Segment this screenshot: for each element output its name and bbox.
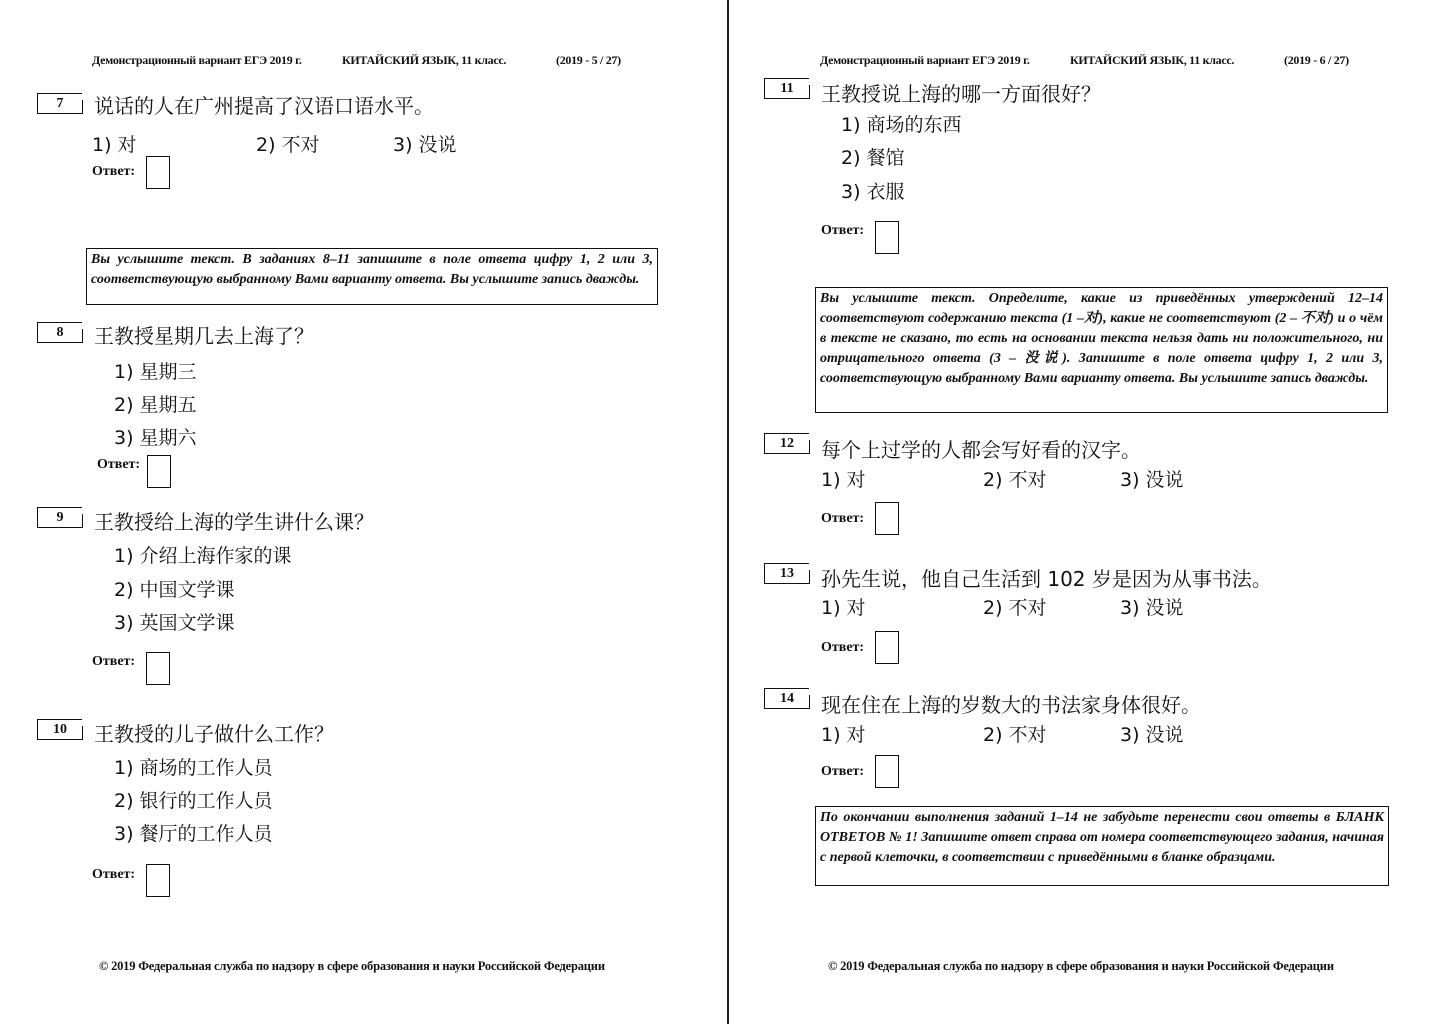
task-number-8: 8 <box>37 322 82 343</box>
q8-option-1[interactable]: 1) 星期三 <box>114 361 197 383</box>
q8-answer-box[interactable] <box>147 455 171 488</box>
q8-option-3[interactable]: 3) 星期六 <box>114 427 197 449</box>
q14-option-3[interactable]: 3) 没说 <box>1120 724 1184 746</box>
q11-answer-label: Ответ: <box>821 223 865 238</box>
task-number-14: 14 <box>764 688 809 709</box>
q14-option-1[interactable]: 1) 对 <box>821 724 866 746</box>
task-number-7: 7 <box>37 93 82 114</box>
q10-option-3[interactable]: 3) 餐厅的工作人员 <box>114 823 273 845</box>
task-number-10: 10 <box>37 719 82 740</box>
header-page: (2019 - 5 / 27) <box>556 53 621 67</box>
q12-answer-label: Ответ: <box>821 511 865 526</box>
q10-answer-box[interactable] <box>146 864 170 897</box>
q8-answer-label: Ответ: <box>97 457 141 472</box>
q7-option-2[interactable]: 2) 不对 <box>256 134 320 156</box>
closing-instruction: По окончании выполнения заданий 1–14 не забудьте перенести свои ответы в БЛАНК ОТВЕТОВ № 1! Запишите ответ справа от номера соответствующего задания, начиная с первой клеточки, в соответствии с приведёнными в бланке образцами. <box>815 806 1389 886</box>
q7-option-1[interactable]: 1) 对 <box>92 134 137 156</box>
question-13-text: 孙先生说，他自己生活到 102 岁是因为从事书法。 <box>821 567 1272 591</box>
question-12-text: 每个上过学的人都会写好看的汉字。 <box>821 438 1141 462</box>
instruction-8-11: Вы услышите текст. В заданиях 8–11 запишите в поле ответа цифру 1, 2 или 3, соответствующую выбранному Вами варианту ответа. Вы услышите запись дважды. <box>86 248 658 305</box>
q7-answer-box[interactable] <box>146 156 170 189</box>
page-5 <box>0 0 727 1024</box>
q9-answer-label: Ответ: <box>92 654 136 669</box>
question-14-text: 现在住在上海的岁数大的书法家身体很好。 <box>821 693 1201 717</box>
header-title: Демонстрационный вариант ЕГЭ 2019 г. <box>820 53 1030 67</box>
q11-answer-box[interactable] <box>875 221 899 254</box>
q9-option-2[interactable]: 2) 中国文学课 <box>114 579 235 601</box>
q10-option-1[interactable]: 1) 商场的工作人员 <box>114 757 273 779</box>
q11-option-2[interactable]: 2) 餐馆 <box>841 147 905 169</box>
q14-answer-box[interactable] <box>875 755 899 788</box>
q13-option-2[interactable]: 2) 不对 <box>983 597 1047 619</box>
q14-option-2[interactable]: 2) 不对 <box>983 724 1047 746</box>
q13-answer-label: Ответ: <box>821 640 865 655</box>
question-10-text: 王教授的儿子做什么工作？ <box>94 722 334 746</box>
q7-answer-label: Ответ: <box>92 164 136 179</box>
q12-option-3[interactable]: 3) 没说 <box>1120 469 1184 491</box>
q13-option-3[interactable]: 3) 没说 <box>1120 597 1184 619</box>
task-number-9: 9 <box>37 507 82 528</box>
q9-answer-box[interactable] <box>146 652 170 685</box>
header-page: (2019 - 6 / 27) <box>1284 53 1349 67</box>
instruction-12-14: Вы услышите текст. Определите, какие из приведённых утверждений 12–14 соответствуют содержанию текста (1 –对), какие не соответствуют (2 – 不对) и о чём в тексте не сказано, то есть на основании текста нельзя дать ни положительного, ни отрицательного ответа (3 – 没说). Запишите в поле ответа цифру 1, 2 или 3, соответствующую выбранному Вами варианту ответа. Вы услышите запись дважды. <box>815 287 1388 413</box>
question-8-text: 王教授星期几去上海了？ <box>94 324 314 348</box>
q11-option-3[interactable]: 3) 衣服 <box>841 181 905 203</box>
q12-answer-box[interactable] <box>875 502 899 535</box>
q13-answer-box[interactable] <box>875 631 899 664</box>
header-subject: КИТАЙСКИЙ ЯЗЫК, 11 класс. <box>342 53 507 67</box>
q12-option-1[interactable]: 1) 对 <box>821 469 866 491</box>
q14-answer-label: Ответ: <box>821 764 865 779</box>
task-number-13: 13 <box>764 563 809 584</box>
q12-option-2[interactable]: 2) 不对 <box>983 469 1047 491</box>
header-subject: КИТАЙСКИЙ ЯЗЫК, 11 класс. <box>1070 53 1235 67</box>
q9-option-1[interactable]: 1) 介绍上海作家的课 <box>114 545 292 567</box>
question-11-text: 王教授说上海的哪一方面很好？ <box>821 82 1101 106</box>
task-number-11: 11 <box>764 78 809 99</box>
page-6 <box>729 0 1455 1024</box>
q8-option-2[interactable]: 2) 星期五 <box>114 394 197 416</box>
question-7-text: 说话的人在广州提高了汉语口语水平。 <box>94 94 434 118</box>
q10-option-2[interactable]: 2) 银行的工作人员 <box>114 790 273 812</box>
task-number-12: 12 <box>764 433 809 454</box>
header-title: Демонстрационный вариант ЕГЭ 2019 г. <box>92 53 302 67</box>
footer-copyright: © 2019 Федеральная служба по надзору в сфере образования и науки Российской Федерации <box>99 959 605 973</box>
q9-option-3[interactable]: 3) 英国文学课 <box>114 612 235 634</box>
q7-option-3[interactable]: 3) 没说 <box>393 134 457 156</box>
footer-copyright: © 2019 Федеральная служба по надзору в сфере образования и науки Российской Федерации <box>828 959 1334 973</box>
q13-option-1[interactable]: 1) 对 <box>821 597 866 619</box>
q10-answer-label: Ответ: <box>92 867 136 882</box>
question-9-text: 王教授给上海的学生讲什么课？ <box>94 510 374 534</box>
q11-option-1[interactable]: 1) 商场的东西 <box>841 114 962 136</box>
